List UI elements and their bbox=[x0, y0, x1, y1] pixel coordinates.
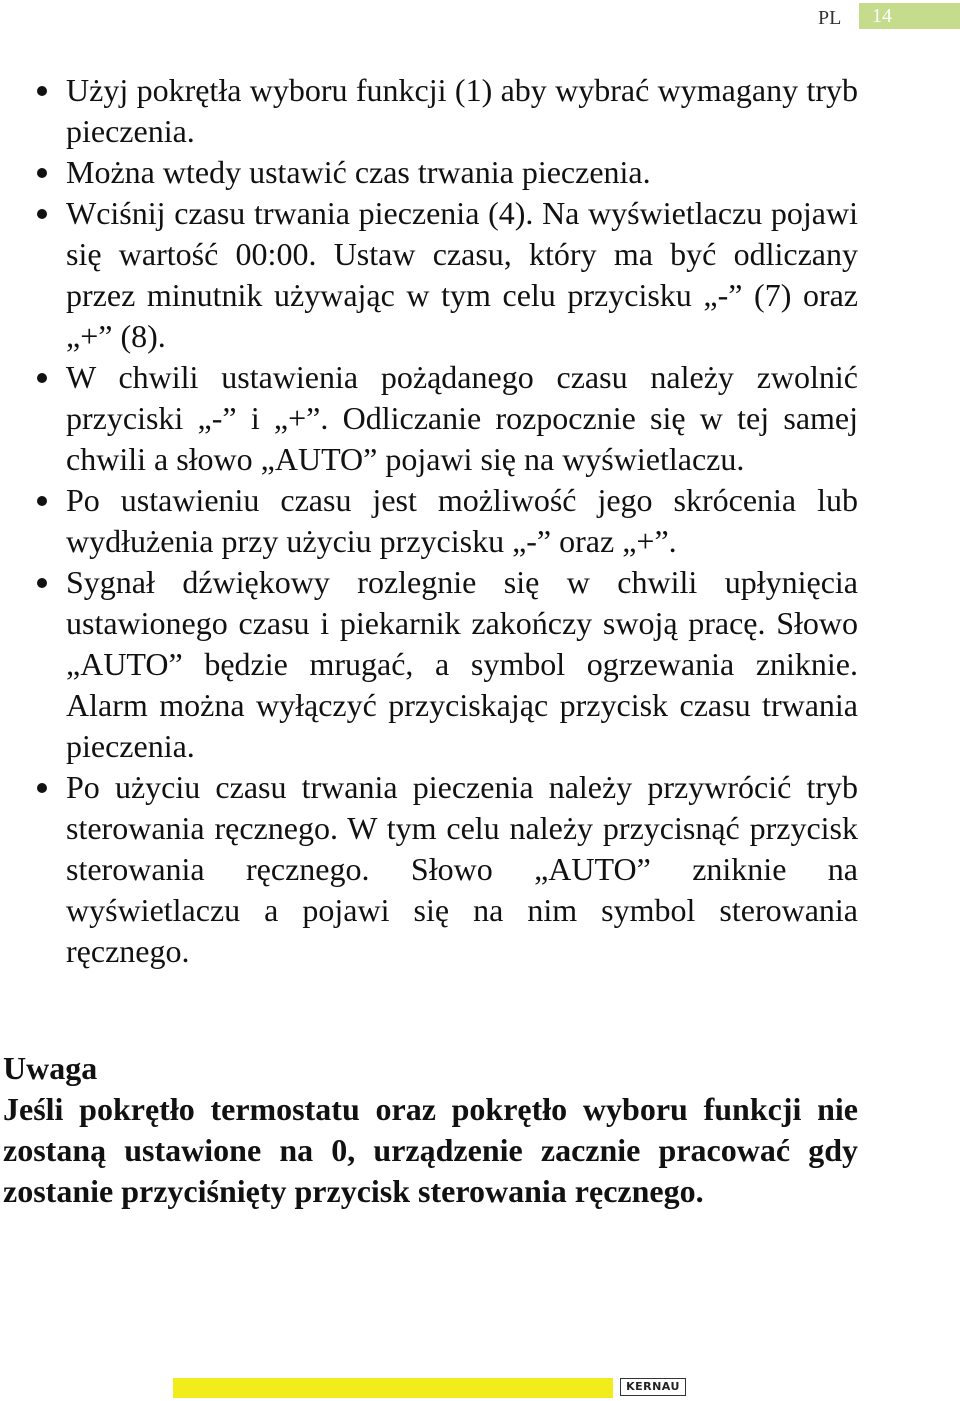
bullet-icon bbox=[37, 783, 47, 793]
instruction-item bbox=[66, 767, 858, 972]
instruction-item bbox=[66, 152, 858, 193]
note-title: Uwaga bbox=[3, 1050, 98, 1086]
instruction-text: Wciśnij czasu trwania pieczenia (4). Na wyświetlaczu pojawi się wartość 00:00. Ustaw czasu, który ma być odliczany przez minutnik używając w tym celu przycisku „-” (7) oraz „+” (8). bbox=[66, 195, 858, 354]
instruction-item bbox=[66, 480, 858, 562]
bullet-icon bbox=[37, 209, 47, 219]
brand-logo: KERNAU bbox=[620, 1378, 686, 1396]
instruction-item bbox=[66, 357, 858, 480]
warning-note bbox=[3, 1048, 858, 1212]
language-label: PL bbox=[818, 7, 842, 29]
instruction-item bbox=[66, 562, 858, 767]
instruction-text: W chwili ustawienia pożądanego czasu należy zwolnić przyciski „-” i „+”. Odliczanie rozpocznie się w tej samej chwili a słowo „AUTO” pojawi się na wyświetlaczu. bbox=[66, 359, 858, 477]
bullet-icon bbox=[37, 168, 47, 178]
instruction-text: Po ustawieniu czasu jest możliwość jego skrócenia lub wydłużenia przy użyciu przycisku „-” oraz „+”. bbox=[66, 482, 858, 559]
bullet-icon bbox=[37, 86, 47, 96]
bullet-icon bbox=[37, 578, 47, 588]
instruction-item bbox=[66, 193, 858, 357]
instruction-text: Po użyciu czasu trwania pieczenia należy przywrócić tryb sterowania ręcznego. W tym celu należy przycisnąć przycisk sterowania ręcznego. Słowo „AUTO” zniknie na wyświetlaczu a pojawi się na nim symbol sterowania ręcznego. bbox=[66, 769, 858, 969]
note-body: Jeśli pokrętło termostatu oraz pokrętło wyboru funkcji nie zostaną ustawione na 0, urządzenie zacznie pracować gdy zostanie przyciśnięty przycisk sterowania ręcznego. bbox=[3, 1091, 858, 1209]
instruction-item bbox=[66, 70, 858, 152]
instruction-text: Sygnał dźwiękowy rozlegnie się w chwili upłynięcia ustawionego czasu i piekarnik zakończy swoją pracę. Słowo „AUTO” będzie mrugać, a symbol ogrzewania zniknie. Alarm można wyłączyć przyciskając przycisk czasu trwania pieczenia. bbox=[66, 564, 858, 764]
instruction-list bbox=[66, 70, 858, 972]
bullet-icon bbox=[37, 373, 47, 383]
page-number-badge: 14 bbox=[859, 3, 960, 29]
instruction-text: Można wtedy ustawić czas trwania pieczenia. bbox=[66, 154, 651, 190]
bullet-icon bbox=[37, 496, 47, 506]
instruction-text: Użyj pokrętła wyboru funkcji (1) aby wybrać wymagany tryb pieczenia. bbox=[66, 72, 858, 149]
footer-accent-bar bbox=[173, 1378, 613, 1398]
